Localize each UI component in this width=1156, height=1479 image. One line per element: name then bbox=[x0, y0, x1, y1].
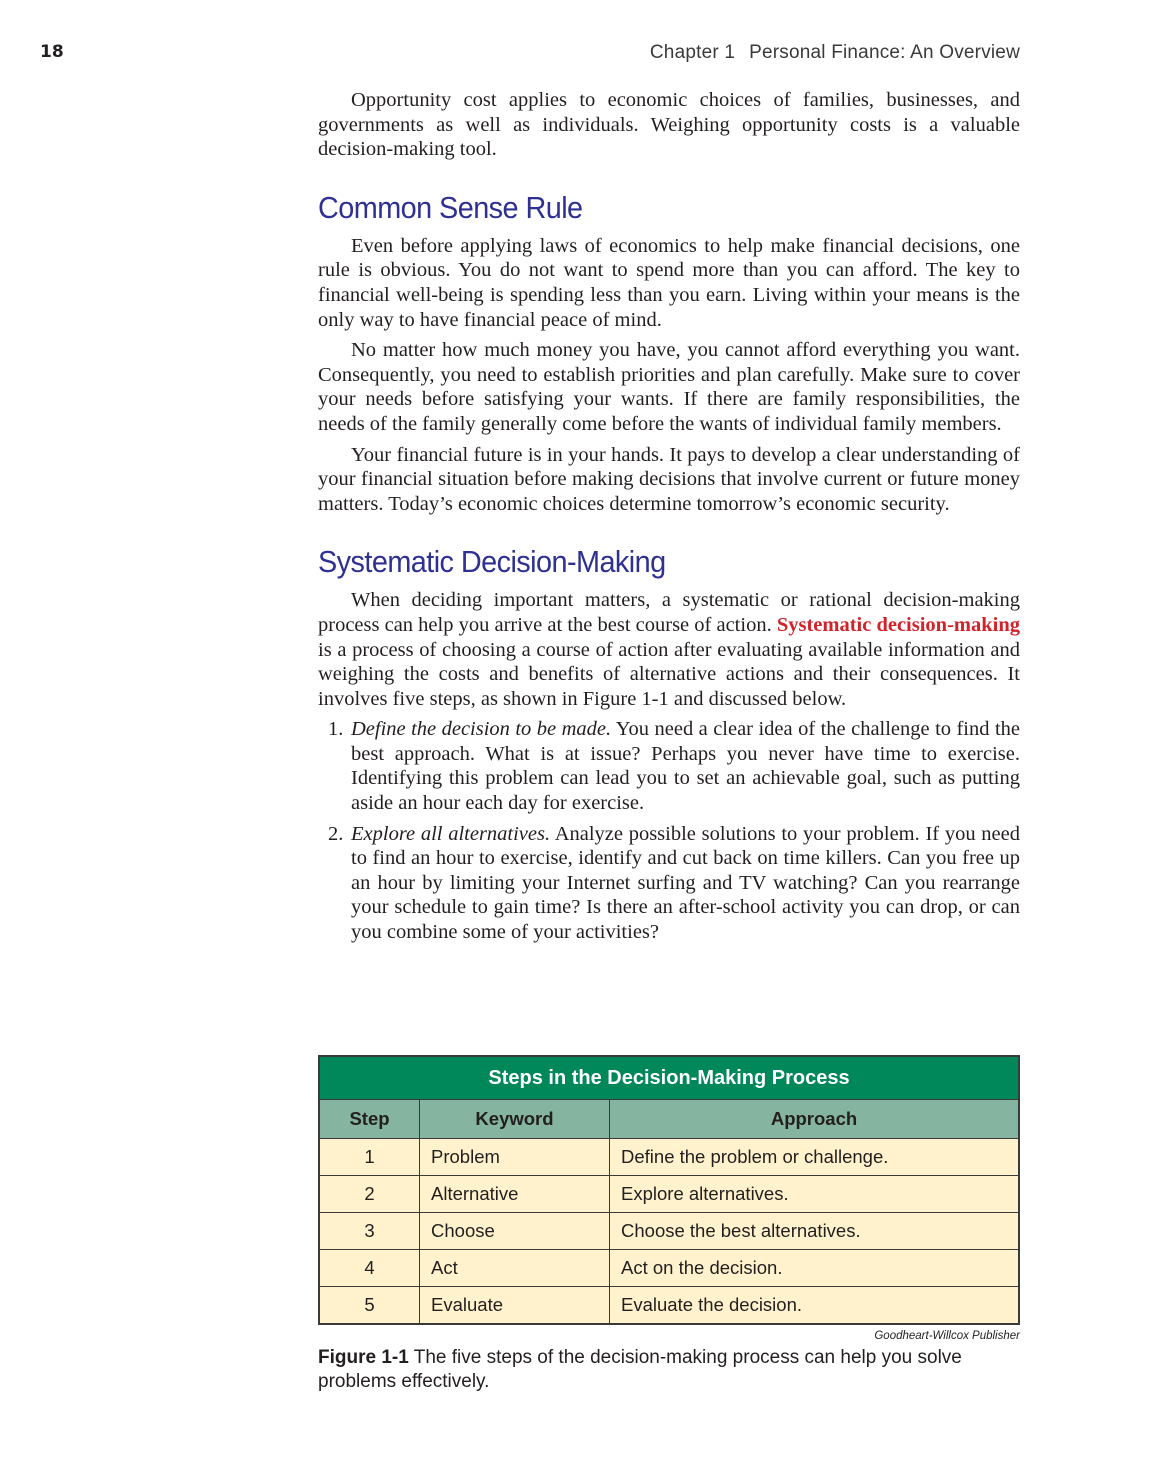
table-row bbox=[319, 1213, 1019, 1250]
paragraph: No matter how much money you have, you cannot afford everything you want. Consequently, you need to establish priorities and plan carefully. Make sure to cover your needs before satisfying your wants. If there are family responsibilities, the needs of the family generally come before the wants of individual family members. bbox=[318, 339, 1020, 435]
intro-paragraph: Opportunity cost applies to economic choices of families, businesses, and governments as well as individuals. Weighing opportunity costs is a valuable decision-making tool. bbox=[318, 89, 1020, 161]
chapter-number: Chapter 1 bbox=[649, 42, 736, 63]
page-number: 18 bbox=[40, 42, 64, 62]
table-row bbox=[319, 1176, 1019, 1213]
chapter-title: Personal Finance: An Overview bbox=[749, 42, 1020, 63]
list-number: 2. bbox=[328, 822, 344, 845]
keyword-cell: Problem bbox=[420, 1139, 610, 1176]
column-header-step: Step bbox=[319, 1100, 420, 1139]
keyword-cell: Choose bbox=[420, 1213, 610, 1250]
step-cell: 2 bbox=[319, 1176, 420, 1213]
section-heading-common-sense-rule: Common Sense Rule bbox=[318, 189, 583, 225]
figure-caption bbox=[318, 1346, 1020, 1394]
paragraph: Even before applying laws of economics to help make financial decisions, one rule is obvious. You do not want to spend more than you can afford. The key to financial well-being is spending less than you earn. Living within your means is the only way to have financial peace of mind. bbox=[318, 234, 1020, 331]
figure-label: Figure 1-1 bbox=[318, 1347, 409, 1368]
section-heading-systematic-decision-making: Systematic Decision-Making bbox=[318, 544, 666, 580]
column-header-approach: Approach bbox=[610, 1100, 1020, 1139]
paragraph: Your financial future is in your hands. It pays to develop a clear understanding of your financial situation before making decisions that involve current or future money matters. Today’s economic choices determine tomorrow’s economic security. bbox=[318, 443, 1020, 515]
approach-cell: Choose the best alternatives. bbox=[610, 1213, 1020, 1250]
list-item-lead: Define the decision to be made. bbox=[351, 718, 612, 741]
keyword-cell: Act bbox=[420, 1250, 610, 1287]
figure-1-1 bbox=[318, 1055, 1020, 1394]
figure-credit: Goodheart-Willcox Publisher bbox=[874, 1330, 1020, 1342]
list-item-text: Analyze possible solutions to your problem. If you need to find an hour to exercise, identify and cut back on time killers. Can you free up an hour by limiting your Internet surfing and TV watching? Can you rearrange your schedule to gain time? Is there an after-school activity you can drop, or can you combine some of your activities? bbox=[351, 822, 1020, 944]
steps-list bbox=[318, 717, 1020, 944]
text: When deciding important matters, a systematic or rational decision-making process can help you arrive at the best course of action. bbox=[318, 589, 1020, 636]
keyword-cell: Evaluate bbox=[420, 1287, 610, 1325]
list-item-text: You need a clear idea of the challenge to find the best approach. What is at issue? Perhaps you never have time to exercise. Identifying this problem can lead you to set an achievable goal, such as putting aside an hour each day for exercise. bbox=[351, 718, 1020, 815]
list-item bbox=[318, 822, 1020, 945]
main-content bbox=[318, 88, 1020, 951]
text: is a process of choosing a course of action after evaluating available information and weighing the costs and benefits of alternative actions and their consequences. It involves five steps, as shown in Figure 1-1 and discussed below. bbox=[318, 638, 1020, 710]
steps-table bbox=[318, 1055, 1020, 1325]
table-row bbox=[319, 1287, 1019, 1325]
table-row bbox=[319, 1250, 1019, 1287]
list-item-lead: Explore all alternatives. bbox=[351, 822, 551, 845]
running-head bbox=[650, 42, 1020, 64]
step-cell: 5 bbox=[319, 1287, 420, 1325]
approach-cell: Act on the decision. bbox=[610, 1250, 1020, 1287]
list-item bbox=[318, 717, 1020, 815]
list-number: 1. bbox=[328, 718, 344, 741]
step-cell: 4 bbox=[319, 1250, 420, 1287]
approach-cell: Evaluate the decision. bbox=[610, 1287, 1020, 1325]
caption-text: The five steps of the decision-making process can help you solve problems effectively. bbox=[318, 1347, 962, 1392]
approach-cell: Explore alternatives. bbox=[610, 1176, 1020, 1213]
table-title: Steps in the Decision-Making Process bbox=[319, 1056, 1019, 1100]
keyword-cell: Alternative bbox=[420, 1176, 610, 1213]
key-term: Systematic decision-making bbox=[776, 613, 1020, 636]
approach-cell: Define the problem or challenge. bbox=[610, 1139, 1020, 1176]
column-header-keyword: Keyword bbox=[420, 1100, 610, 1139]
step-cell: 1 bbox=[319, 1139, 420, 1176]
paragraph bbox=[318, 588, 1020, 711]
step-cell: 3 bbox=[319, 1213, 420, 1250]
table-row bbox=[319, 1139, 1019, 1176]
